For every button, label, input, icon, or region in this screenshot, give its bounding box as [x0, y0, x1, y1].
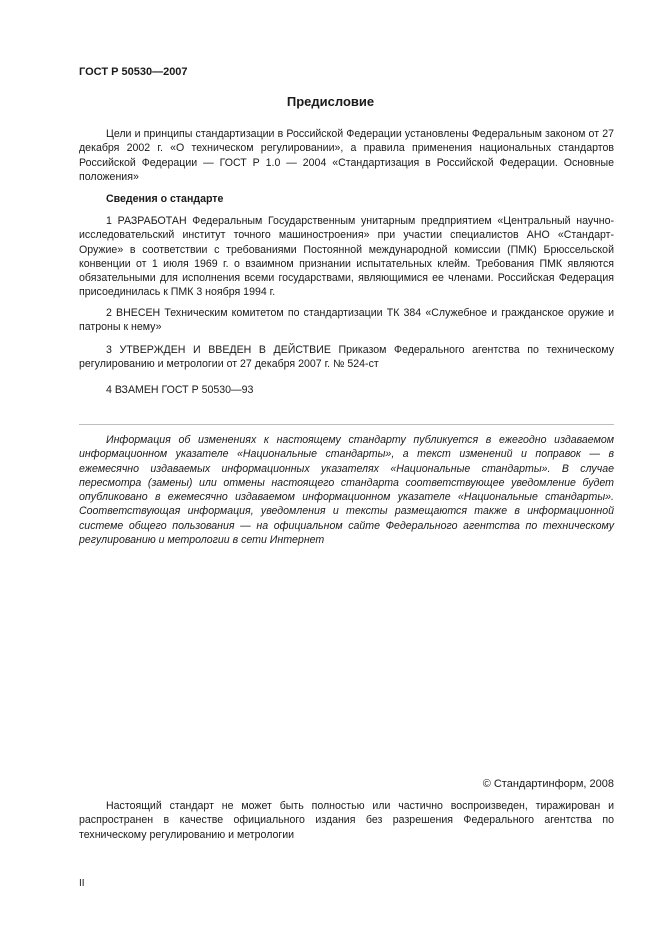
page-number: II	[79, 878, 85, 889]
separator-line	[79, 424, 614, 425]
reproduction-notice: Настоящий стандарт не может быть полностью или частично воспроизведен, тиражирован и распространен в качестве официального издания без разрешения Федерального агентства по техническому регулированию и метрологии	[79, 800, 614, 841]
item-developed: 1 РАЗРАБОТАН Федеральным Государственным унитарным предприятием «Центральный научно-исследовательский институт точного машиностроения» при участии специалистов АНО «Стандарт-Оружие» в соответствии с требованиями Постоянной международной комиссии (ПМК) Брюссельской конвенции от 1 июля 1969 г. о взаимном признании испытательных клейм. Требования ПМК являются обязательными для исполнения всеми государствами, являющимися ее членами. Российская Федерация присоединилась к ПМК 3 ноября 1994 г.	[79, 215, 614, 299]
info-note: Информация об изменениях к настоящему стандарту публикуется в ежегодно издаваемом информационном указателе «Национальные стандарты», а текст изменений и поправок — в ежемесячно издаваемых информационных указателях «Национальные стандарты». В случае пересмотра (замены) или отмены настоящего стандарта соответствующее уведомление будет опубликовано в ежемесячно издаваемом информационном указателе «Национальные стандарты». Соответствующая информация, уведомления и тексты размещаются также в информационной системе общего пользования — на официальном сайте Федерального агентства по техническому регулированию и метрологии в сети Интернет	[79, 434, 614, 547]
document-code: ГОСТ Р 50530—2007	[79, 66, 188, 78]
copyright-notice: © Стандартинформ, 2008	[482, 778, 614, 790]
item-approved: 3 УТВЕРЖДЕН И ВВЕДЕН В ДЕЙСТВИЕ Приказом Федерального агентства по техническому регулированию и метрологии от 27 декабря 2007 г. № 524-ст	[79, 344, 614, 371]
item-submitted: 2 ВНЕСЕН Техническим комитетом по стандартизации ТК 384 «Служебное и гражданское оружие и патроны к нему»	[79, 307, 614, 334]
intro-paragraph: Цели и принципы стандартизации в Российской Федерации установлены Федеральным законом от 27 декабря 2002 г. «О техническом регулировании», а правила применения национальных стандартов Российской Федерации — ГОСТ Р 1.0 — 2004 «Стандартизация в Российской Федерации. Основные положения»	[79, 128, 614, 183]
page-title: Предисловие	[286, 94, 375, 109]
section-heading: Сведения о стандарте	[106, 193, 224, 205]
item-replaces: 4 ВЗАМЕН ГОСТ Р 50530—93	[106, 384, 254, 396]
